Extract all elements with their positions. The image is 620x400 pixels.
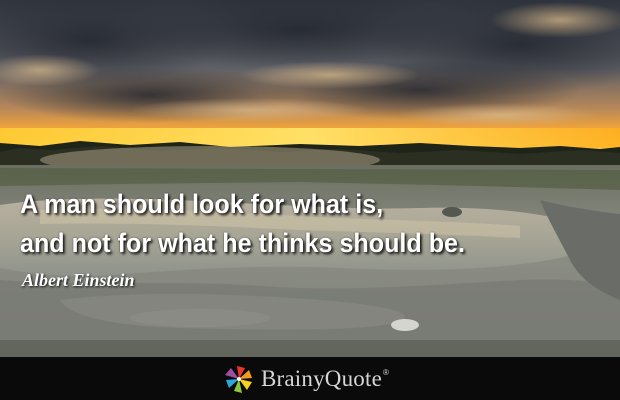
cloud-lit bbox=[130, 98, 370, 122]
quote-author: Albert Einstein bbox=[22, 270, 135, 290]
rock bbox=[442, 207, 462, 217]
registered-mark: ® bbox=[383, 368, 389, 377]
pinwheel-logo-icon bbox=[222, 364, 256, 394]
quote-line-1: A man should look for what is, bbox=[20, 189, 384, 219]
quote-line-2: and not for what he thinks should be. bbox=[20, 228, 466, 258]
brand-name: BrainyQuote bbox=[261, 366, 383, 391]
brand-link[interactable] bbox=[222, 364, 389, 394]
rock bbox=[391, 319, 419, 331]
cloud-lit bbox=[400, 103, 600, 127]
cloud-lit bbox=[240, 61, 420, 89]
foreground-shadow bbox=[0, 340, 620, 357]
